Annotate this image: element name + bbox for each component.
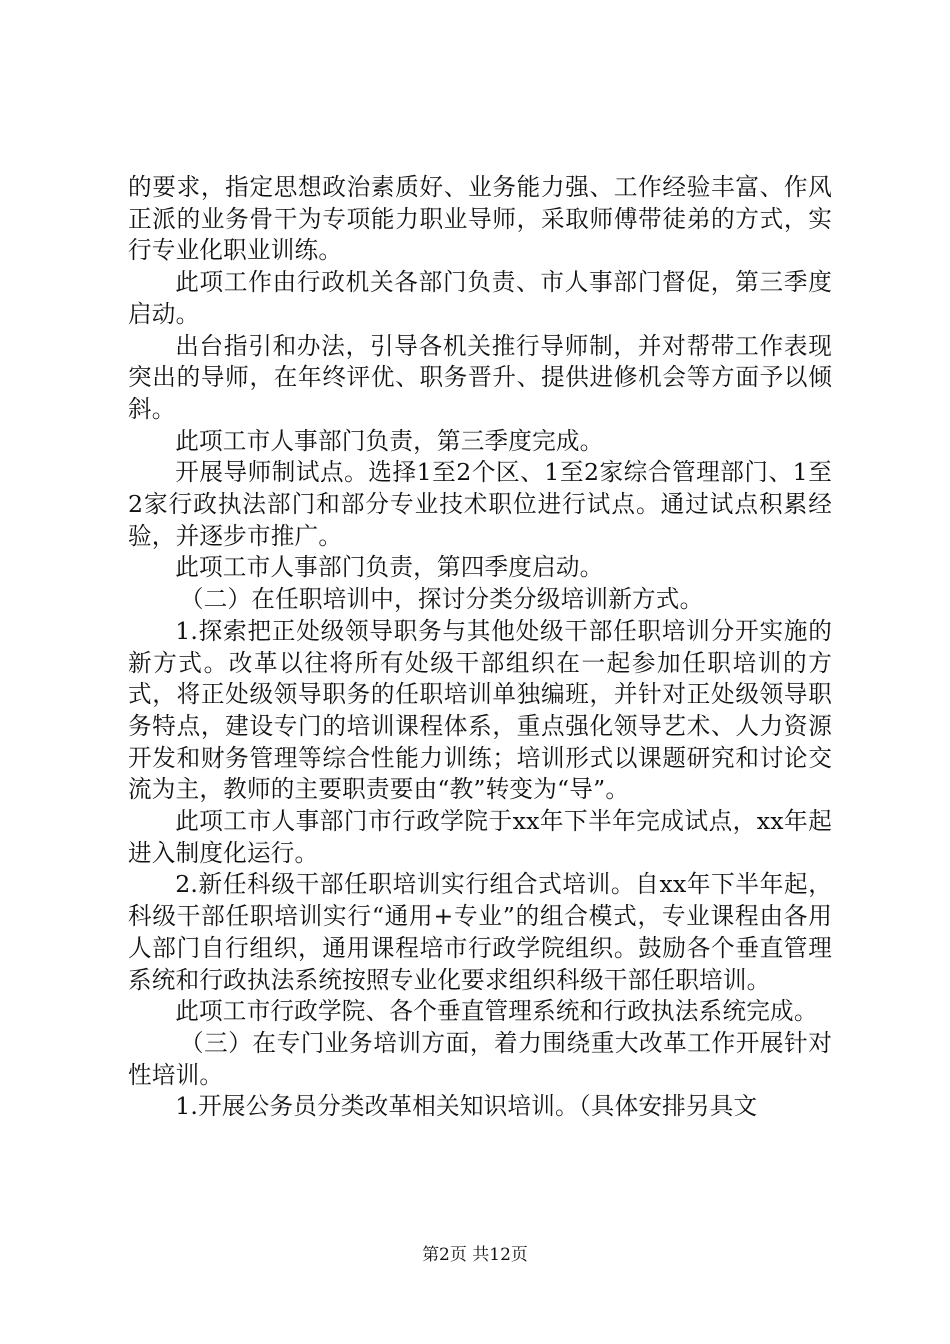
paragraph-item-3: 1.开展公务员分类改革相关知识培训。（具体安排另具文	[175, 1092, 758, 1121]
paragraph-continuation: 的要求，指定思想政治素质好、业务能力强、工作经验丰富、作风正派的业务骨干为专项能力职业导师，采取师傅带徒弟的方式，实行专业化职业训练。	[128, 173, 832, 265]
paragraph-responsibility-2: 此项工市人事部门负责，第三季度完成。	[175, 426, 604, 455]
page-footer: 第2页 共12页	[422, 1245, 528, 1265]
section-heading-3: （三）在专门业务培训方面，着力围绕重大改革工作开展针对性培训。	[128, 1028, 832, 1089]
paragraph-responsibility-5: 此项工市行政学院、各个垂直管理系统和行政执法系统完成。	[175, 997, 818, 1026]
paragraph-item-2: 2.新任科级干部任职培训实行组合式培训。自xx年下半年起，科级干部任职培训实行“通用+专业”的组合模式，专业课程由各用人部门自行组织，通用课程培市行政学院组织。鼓励各个垂直管理系统和行政执法系统按照专业化要求组织科级干部任职培训。	[128, 870, 832, 994]
document-body	[128, 172, 832, 1123]
paragraph-responsibility-1: 此项工作由行政机关各部门负责、市人事部门督促，第三季度启动。	[128, 268, 832, 328]
paragraph-guidance: 出台指引和办法，引导各机关推行导师制，并对帮带工作表现突出的导师，在年终评优、职务晋升、提供进修机会等方面予以倾斜。	[128, 331, 832, 423]
paragraph-responsibility-3: 此项工市人事部门负责，第四季度启动。	[175, 553, 604, 582]
paragraph-pilot: 开展导师制试点。选择1至2个区、1至2家综合管理部门、1至2家行政执法部门和部分专业技术职位进行试点。通过试点积累经验，并逐步市推广。	[128, 458, 832, 550]
paragraph-responsibility-4: 此项工市人事部门市行政学院于xx年下半年完成试点，xx年起进入制度化运行。	[128, 807, 832, 867]
paragraph-item-1: 1.探索把正处级领导职务与其他处级干部任职培训分开实施的新方式。改革以往将所有处级干部组织在一起参加任职培训的方式，将正处级领导职务的任职培训单独编班，并针对正处级领导职务特点，建设专门的培训课程体系，重点强化领导艺术、人力资源开发和财务管理等综合性能力训练；培训形式以课题研究和讨论交流为主，教师的主要职责要由“教”转变为“导”。	[128, 616, 832, 804]
section-heading-2: （二）在任职培训中，探讨分类分级培训新方式。	[179, 585, 704, 614]
